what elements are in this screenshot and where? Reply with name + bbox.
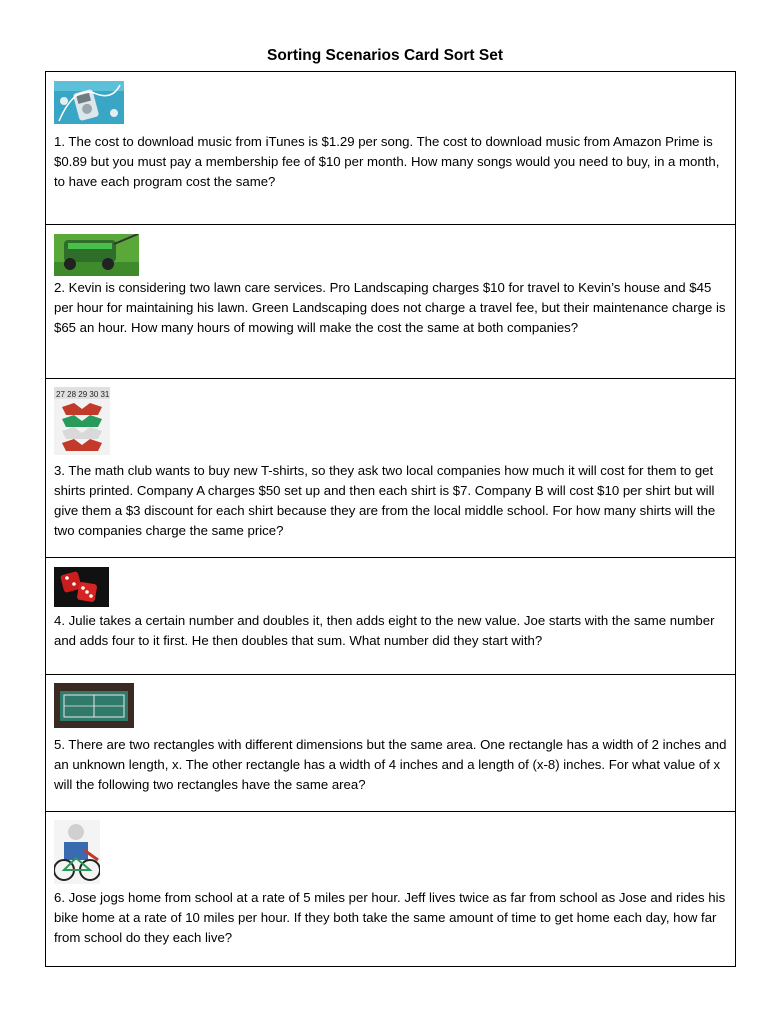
lawn-mower-icon <box>54 234 139 276</box>
card-5 <box>46 675 735 812</box>
card-2 <box>46 225 735 379</box>
t-shirts-icon <box>54 387 110 455</box>
card-1-text: 1. The cost to download music from iTunes is $1.29 per song. The cost to download music from Amazon Prime is $0.89 but you must pay a membership fee of $10 per month. How many songs would you need to buy, in a month, to have each program cost the same? <box>54 134 720 189</box>
music-player-icon <box>54 81 124 124</box>
card-6 <box>46 812 735 966</box>
card-5-text: 5. There are two rectangles with different dimensions but the same area. One rectangle has a width of 2 inches and an unknown length, x. The other rectangle has a width of 4 inches and a length of (x-8) inches. For what value of x will the following two rectangles have the same area? <box>54 737 727 792</box>
dice-icon <box>54 567 109 607</box>
card-1 <box>46 72 735 225</box>
card-3-text: 3. The math club wants to buy new T-shirts, so they ask two local companies how much it will cost for them to get shirts printed. Company A charges $50 set up and then each shirt is $7. Company B will cost $10 per shirt but will give them a $3 discount for each shirt because they are from the local middle school. For how many shirts will the two companies charge the same price? <box>54 463 716 538</box>
card-table <box>45 71 736 967</box>
page-title: Sorting Scenarios Card Sort Set <box>267 47 503 64</box>
card-6-text: 6. Jose jogs home from school at a rate of 5 miles per hour. Jeff lives twice as far from school as Jose and rides his bike home at a rate of 10 miles per hour. If they both take the same amount of time to get home each day, how far from school do they each live? <box>54 890 726 945</box>
card-2-text: 2. Kevin is considering two lawn care services. Pro Landscaping charges $10 for travel to Kevin’s house and $45 per hour for maintaining his lawn. Green Landscaping does not charge a travel fee, but their maintenance charge is $65 an hour. How many hours of mowing will make the cost the same at both companies? <box>54 280 726 335</box>
card-3 <box>46 379 735 558</box>
bicycle-icon <box>54 820 100 884</box>
card-4 <box>46 558 735 675</box>
card-4-text: 4. Julie takes a certain number and doubles it, then adds eight to the new value. Joe starts with the same number and adds four to it first. He then doubles that sum. What number did they start with? <box>54 613 715 648</box>
tennis-court-icon <box>54 683 134 728</box>
calendar-numbers: 27 28 29 30 31 <box>56 390 110 399</box>
